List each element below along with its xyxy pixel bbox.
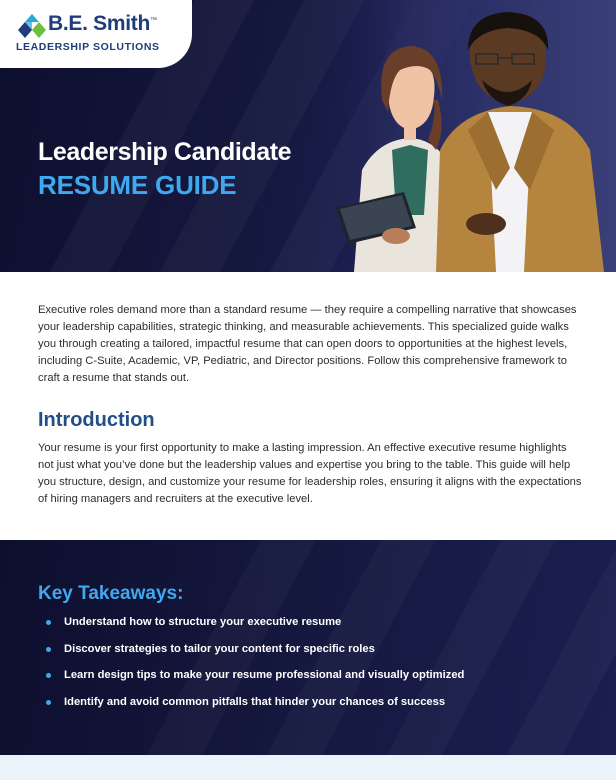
footer-band	[0, 755, 616, 780]
bullet-icon	[46, 700, 51, 705]
bullet-icon	[46, 647, 51, 652]
brand-name: B.E. Smith	[48, 12, 151, 35]
takeaway-item	[46, 639, 464, 666]
trademark-symbol: ™	[150, 17, 157, 24]
takeaway-text: Identify and avoid common pitfalls that hinder your chances of success	[64, 695, 446, 708]
logo-wordmark	[48, 12, 157, 36]
introduction-heading: Introduction	[38, 409, 155, 431]
hero-banner	[0, 0, 616, 272]
hero-title-line2: RESUME GUIDE	[38, 170, 237, 200]
bullet-icon	[46, 673, 51, 678]
logo-tagline: LEADERSHIP SOLUTIONS	[16, 41, 160, 53]
introduction-body: Your resume is your first opportunity to make a lasting impression. An effective executive resume highlights not just what you’ve done but the leadership values and expertise you bring to the table. This guide will help you structure, design, and customize your resume for leadership roles, ensuring it aligns with the expectations of hiring managers and recruiters at the executive level.	[38, 442, 582, 505]
takeaway-item	[46, 612, 464, 639]
takeaway-item	[46, 692, 464, 719]
takeaway-text: Discover strategies to tailor your content for specific roles	[64, 642, 375, 655]
key-takeaways-heading: Key Takeaways:	[38, 583, 184, 604]
bullet-icon	[46, 620, 51, 625]
takeaway-item	[46, 665, 464, 692]
takeaways-list	[46, 612, 464, 718]
key-takeaways-panel	[0, 540, 616, 755]
logo-mark-icon	[18, 13, 46, 39]
lead-paragraph: Executive roles demand more than a standard resume — they require a compelling narrative that showcases your leadership capabilities, strategic thinking, and measurable achievements. This specialized guide walks you through creating a tailored, impactful resume that can open doors to opportunities at the highest levels, including C-Suite, Academic, VP, Pediatric, and Director positions. Follow this comprehensive framework to craft a resume that stands out.	[38, 304, 577, 384]
hero-title-line1: Leadership Candidate	[38, 138, 292, 166]
takeaway-text: Understand how to structure your executive resume	[64, 616, 342, 628]
hero-photo	[318, 0, 616, 272]
logo-card	[0, 0, 192, 68]
takeaway-text: Learn design tips to make your resume professional and visually optimized	[64, 669, 465, 681]
